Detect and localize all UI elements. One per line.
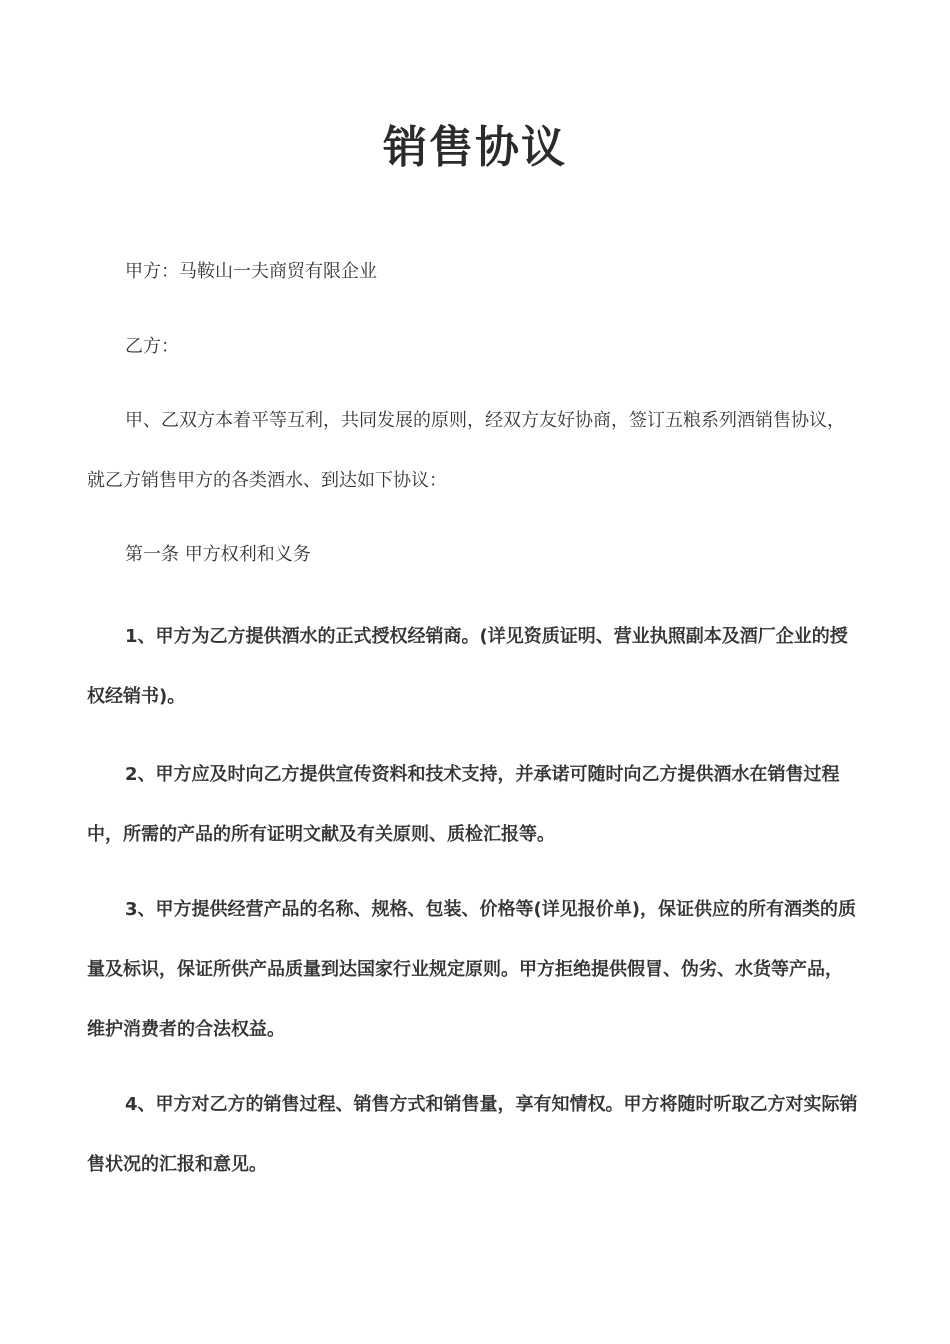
clause-4: 4、甲方对乙方的销售过程、销售方式和销售量，享有知情权。甲方将随时听取乙方对实际销售状况的汇报和意见。 (87, 1094, 858, 1175)
article-heading: 第一条 甲方权利和义务 (125, 544, 311, 565)
document-title: 销售协议 (383, 122, 567, 173)
intro-paragraph: 甲、乙双方本着平等互利，共同发展的原则，经双方友好协商，签订五粮系列酒销售协议，就乙方销售甲方的各类酒水、到达如下协议： (87, 410, 845, 491)
party-a-line: 甲方：马鞍山一夫商贸有限企业 (125, 261, 377, 282)
clause-3: 3、甲方提供经营产品的名称、规格、包装、价格等(详见报价单)，保证供应的所有酒类的质量及标识，保证所供产品质量到达国家行业规定原则。甲方拒绝提供假冒、伪劣、水货等产品，维护消费者的合法权益。 (87, 899, 856, 1040)
clause-1: 1、甲方为乙方提供酒水的正式授权经销商。(详见资质证明、营业执照副本及酒厂企业的授权经销书)。 (87, 626, 848, 707)
party-b-line: 乙方： (125, 336, 179, 357)
clause-2: 2、甲方应及时向乙方提供宣传资料和技术支持，并承诺可随时向乙方提供酒水在销售过程中，所需的产品的所有证明文献及有关原则、质检汇报等。 (87, 764, 840, 845)
